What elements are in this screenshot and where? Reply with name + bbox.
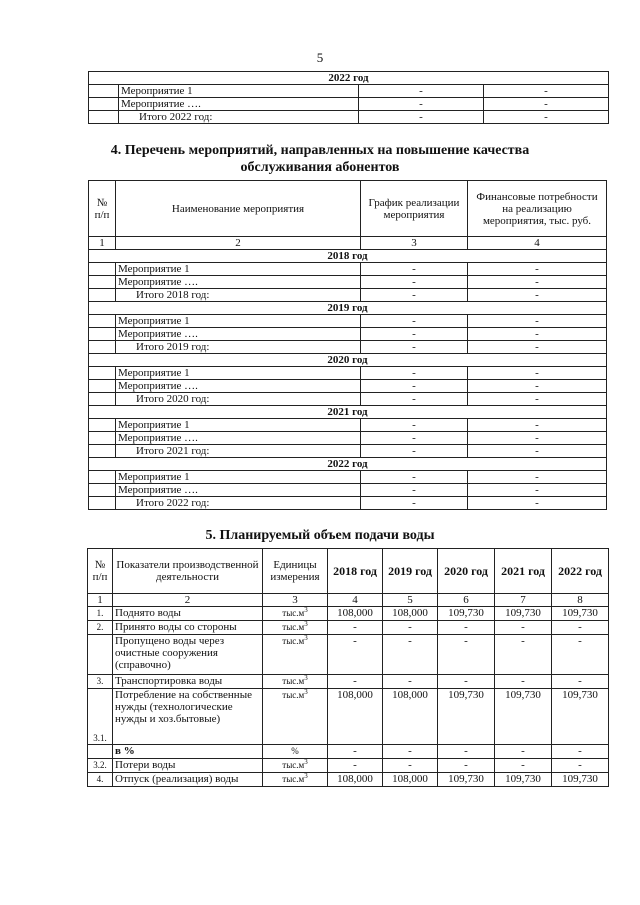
table-row bbox=[88, 675, 609, 689]
value-cell: - bbox=[552, 745, 609, 759]
col-schedule-header: График реализации мероприятия bbox=[361, 181, 468, 237]
value-cell: - bbox=[552, 759, 609, 773]
indicator-name: Принято воды со стороны bbox=[113, 621, 263, 635]
table-row: Мероприятие …. - - bbox=[89, 484, 607, 497]
col-number-header: № п/п bbox=[89, 181, 116, 237]
table-row: Итого 2022 год: - - bbox=[89, 111, 609, 124]
table-row: Мероприятие 1 - - bbox=[89, 367, 607, 380]
value-cell: - bbox=[328, 635, 383, 675]
indicator-name: Потребление на собственные нужды (технологические нужды и хоз.бытовые) bbox=[113, 689, 263, 745]
table-row bbox=[88, 759, 609, 773]
value-cell: - bbox=[328, 759, 383, 773]
indicator-name: Отпуск (реализация) воды bbox=[113, 773, 263, 787]
table-row: Мероприятие 1 - - bbox=[89, 263, 607, 276]
table-row: Мероприятие 1 - - bbox=[89, 315, 607, 328]
value-cell: - bbox=[383, 635, 438, 675]
value-cell: - bbox=[495, 675, 552, 689]
value-cell: - bbox=[328, 621, 383, 635]
table-row: Мероприятие 1 - - bbox=[89, 419, 607, 432]
unit-cell: $тыс.м^3$ bbox=[263, 759, 328, 773]
section4-table: № п/п Наименование мероприятия График реализации мероприятия Финансовые потребности на реализацию мероприятия, тыс. руб. 1 2 3 4 2018 год Мероприятие 1 - - Мероприятие …. - - Итого 2018 год: - - 2019 год Мероприятие 1 - - Мероприятие …. - - Итого 2019 год: - - 2020 год Мероприятие 1 - - Мероприятие …. - - Итого 2020 год: - - 2021 год Мероприятие 1 - - Мероприятие …. - - Итого 2021 год: - - 2022 год Мероприятие 1 - - Мероприятие …. - - Итого 2022 год: - - bbox=[88, 180, 607, 510]
col-indicator-header: Показатели производственной деятельности bbox=[113, 549, 263, 594]
value-cell: - bbox=[552, 635, 609, 675]
value-cell: 108,000 bbox=[383, 773, 438, 787]
indicator-name: Транспортировка воды bbox=[113, 675, 263, 689]
table-row: Мероприятие …. - - bbox=[89, 432, 607, 445]
value-cell: 108,000 bbox=[328, 773, 383, 787]
value-cell: 109,730 bbox=[438, 773, 495, 787]
year-header: 2021 год bbox=[89, 406, 607, 419]
indicator-name: в % bbox=[113, 745, 263, 759]
col-2021-header: 2021 год bbox=[495, 549, 552, 594]
value-cell: 109,730 bbox=[495, 607, 552, 621]
value-cell: - bbox=[383, 621, 438, 635]
year-header: 2019 год bbox=[89, 302, 607, 315]
value-cell: - bbox=[438, 635, 495, 675]
unit-cell: $тыс.м^3$ bbox=[263, 773, 328, 787]
indicator-name: Потери воды bbox=[113, 759, 263, 773]
unit-cell: $тыс.м^3$ bbox=[263, 607, 328, 621]
value-cell: - bbox=[495, 745, 552, 759]
table-row: Мероприятие …. - - bbox=[89, 276, 607, 289]
value-cell: 109,730 bbox=[552, 773, 609, 787]
year-header: 2022 год bbox=[89, 458, 607, 471]
col-finance-header: Финансовые потребности на реализацию мероприятия, тыс. руб. bbox=[468, 181, 607, 237]
col-2019-header: 2019 год bbox=[383, 549, 438, 594]
value-cell: 109,730 bbox=[495, 689, 552, 745]
value-cell: 109,730 bbox=[552, 689, 609, 745]
value-cell: - bbox=[438, 745, 495, 759]
value-cell: - bbox=[552, 621, 609, 635]
section5-table: № п/п Показатели производственной деятельности Единицы измерения 2018 год 2019 год 2020 год 2021 год 2022 год 1 2 3 4 5 6 7 8 1. Поднято воды $тыс.м^3$ 108,000 108,000 109,730 109,730 109,730 2. Принято воды со стороны $тыс.м^3$ - - - - - Пропущено воды через очистные сооружения (справочно) $тыс.м^3$ - - - - - 3. Транспортировка воды $тыс.м^3$ - - - - - 3.1. Потребление на собственные нужды (технологические нужды и хоз.бытовые) $тыс.м^3$ 108,000 108,000 109,730 109,730 109,730 в % % - - - - - 3.2. Потери воды $тыс.м^3$ - - - - - 4. Отпуск (реализация) воды $тыс.м^3$ 108,000 108,000 109,730 109,730 109,730 bbox=[87, 548, 609, 787]
value-cell: - bbox=[438, 621, 495, 635]
value-cell: - bbox=[383, 759, 438, 773]
value-cell: 108,000 bbox=[383, 607, 438, 621]
table-row: Мероприятие …. - - bbox=[89, 380, 607, 393]
table-row: Мероприятие …. - - bbox=[89, 98, 609, 111]
section4-title-line1: 4. Перечень мероприятий, направленных на повышение качества bbox=[110, 143, 530, 158]
value-cell: - bbox=[552, 675, 609, 689]
value-cell: 108,000 bbox=[328, 607, 383, 621]
table-row: Мероприятие 1 - - bbox=[89, 471, 607, 484]
indicator-name: Пропущено воды через очистные сооружения (справочно) bbox=[113, 635, 263, 675]
row-number bbox=[88, 745, 113, 759]
row-number: 3.1. bbox=[88, 689, 113, 745]
table-row: Итого 2021 год: - - bbox=[89, 445, 607, 458]
row-number: 1. bbox=[88, 607, 113, 621]
table-row: Итого 2022 год: - - bbox=[89, 497, 607, 510]
unit-cell: $тыс.м^3$ bbox=[263, 635, 328, 675]
table-row bbox=[88, 607, 609, 621]
table-row bbox=[88, 773, 609, 787]
year-header: 2020 год bbox=[89, 354, 607, 367]
col-unit-header: Единицы измерения bbox=[263, 549, 328, 594]
col-2018-header: 2018 год bbox=[328, 549, 383, 594]
indicator-name: Поднято воды bbox=[113, 607, 263, 621]
unit-cell: $тыс.м^3$ bbox=[263, 689, 328, 745]
unit-cell: $тыс.м^3$ bbox=[263, 675, 328, 689]
section5-title: 5. Планируемый объем подачи воды bbox=[205, 528, 435, 543]
col-number-header: № п/п bbox=[88, 549, 113, 594]
value-cell: 109,730 bbox=[438, 607, 495, 621]
table-row: Итого 2020 год: - - bbox=[89, 393, 607, 406]
value-cell: - bbox=[438, 759, 495, 773]
table-row: Мероприятие 1 - - bbox=[89, 85, 609, 98]
col-2020-header: 2020 год bbox=[438, 549, 495, 594]
col-name-header: Наименование мероприятия bbox=[116, 181, 361, 237]
value-cell: - bbox=[328, 675, 383, 689]
row-number: 2. bbox=[88, 621, 113, 635]
row-number bbox=[88, 635, 113, 675]
value-cell: 109,730 bbox=[495, 773, 552, 787]
unit-cell: $тыс.м^3$ bbox=[263, 621, 328, 635]
value-cell: - bbox=[328, 745, 383, 759]
table-row: Итого 2019 год: - - bbox=[89, 341, 607, 354]
page-number: 5 bbox=[316, 50, 324, 65]
value-cell: 108,000 bbox=[328, 689, 383, 745]
value-cell: 109,730 bbox=[552, 607, 609, 621]
col-2022-header: 2022 год bbox=[552, 549, 609, 594]
year-header: 2018 год bbox=[89, 250, 607, 263]
table-row bbox=[88, 621, 609, 635]
value-cell: - bbox=[383, 675, 438, 689]
value-cell: - bbox=[383, 745, 438, 759]
table-row: Итого 2018 год: - - bbox=[89, 289, 607, 302]
row-number: 4. bbox=[88, 773, 113, 787]
row-number: 3. bbox=[88, 675, 113, 689]
year-header: 2022 год bbox=[89, 72, 609, 85]
value-cell: - bbox=[495, 621, 552, 635]
section4-title-line2: обслуживания абонентов bbox=[240, 160, 400, 175]
table-row: Мероприятие …. - - bbox=[89, 328, 607, 341]
value-cell: - bbox=[495, 635, 552, 675]
unit-cell: % bbox=[263, 745, 328, 759]
top-table bbox=[88, 71, 609, 124]
value-cell: - bbox=[438, 675, 495, 689]
value-cell: - bbox=[495, 759, 552, 773]
table-row bbox=[88, 635, 609, 675]
value-cell: 108,000 bbox=[383, 689, 438, 745]
row-number: 3.2. bbox=[88, 759, 113, 773]
table-row bbox=[88, 745, 609, 759]
table-row bbox=[88, 689, 609, 745]
value-cell: 109,730 bbox=[438, 689, 495, 745]
